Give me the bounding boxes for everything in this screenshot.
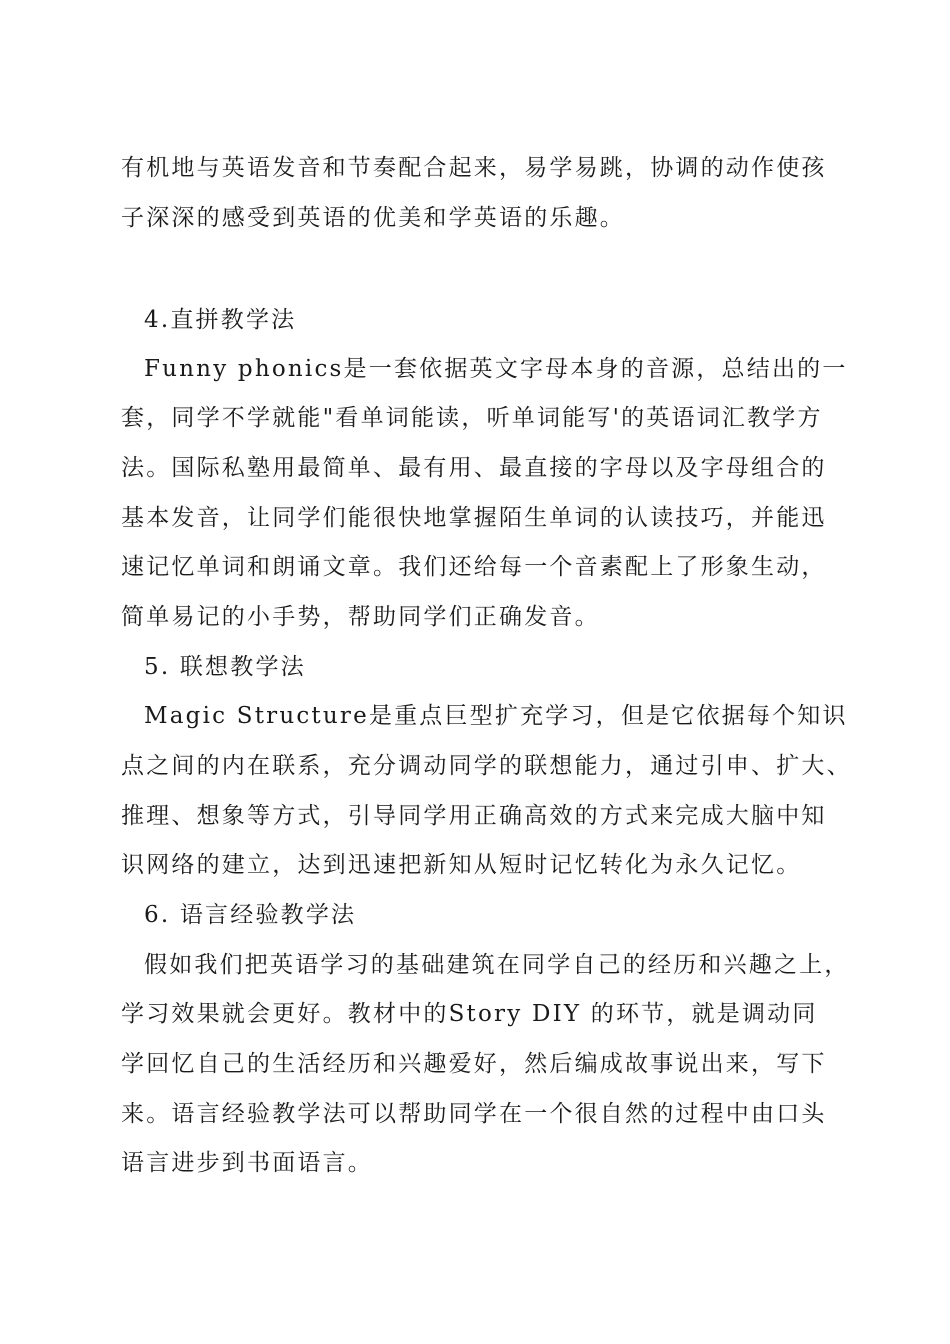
paragraph-line: Magic Structure是重点巨型扩充学习，但是它依据每个知识 <box>144 703 848 729</box>
section-heading-6: 6. 语言经验教学法 <box>144 902 357 928</box>
section-heading-5: 5. 联想教学法 <box>144 654 306 680</box>
paragraph-line: 子深深的感受到英语的优美和学英语的乐趣。 <box>121 205 625 231</box>
paragraph-line: 推理、想象等方式，引导同学用正确高效的方式来完成大脑中知 <box>121 803 827 829</box>
paragraph-line: 简单易记的小手势，帮助同学们正确发音。 <box>121 604 600 630</box>
paragraph-line: 套，同学不学就能"看单词能读，听单词能写'的英语词汇教学方 <box>121 405 823 431</box>
paragraph-line: Funny phonics是一套依据英文字母本身的音源，总结出的一 <box>144 356 848 382</box>
paragraph-line: 基本发音，让同学们能很快地掌握陌生单词的认读技巧，并能迅 <box>121 505 827 531</box>
paragraph-line: 点之间的内在联系，充分调动同学的联想能力，通过引申、扩大、 <box>121 753 852 779</box>
paragraph-line: 假如我们把英语学习的基础建筑在同学自己的经历和兴趣之上， <box>144 952 850 978</box>
paragraph-line: 有机地与英语发音和节奏配合起来，易学易跳，协调的动作使孩 <box>121 155 827 181</box>
paragraph-line: 速记忆单词和朗诵文章。我们还给每一个音素配上了形象生动， <box>121 554 827 580</box>
paragraph-line: 识网络的建立，达到迅速把新知从短时记忆转化为永久记忆。 <box>121 852 802 878</box>
paragraph-line: 学回忆自己的生活经历和兴趣爱好，然后编成故事说出来，写下 <box>121 1051 827 1077</box>
paragraph-line: 学习效果就会更好。教材中的Story DIY 的环节，就是调动同 <box>121 1001 818 1027</box>
paragraph-line: 来。语言经验教学法可以帮助同学在一个很自然的过程中由口头 <box>121 1101 827 1127</box>
section-heading-4: 4.直拼教学法 <box>144 307 297 333</box>
paragraph-line: 法。国际私塾用最简单、最有用、最直接的字母以及字母组合的 <box>121 455 827 481</box>
paragraph-line: 语言进步到书面语言。 <box>121 1150 373 1176</box>
